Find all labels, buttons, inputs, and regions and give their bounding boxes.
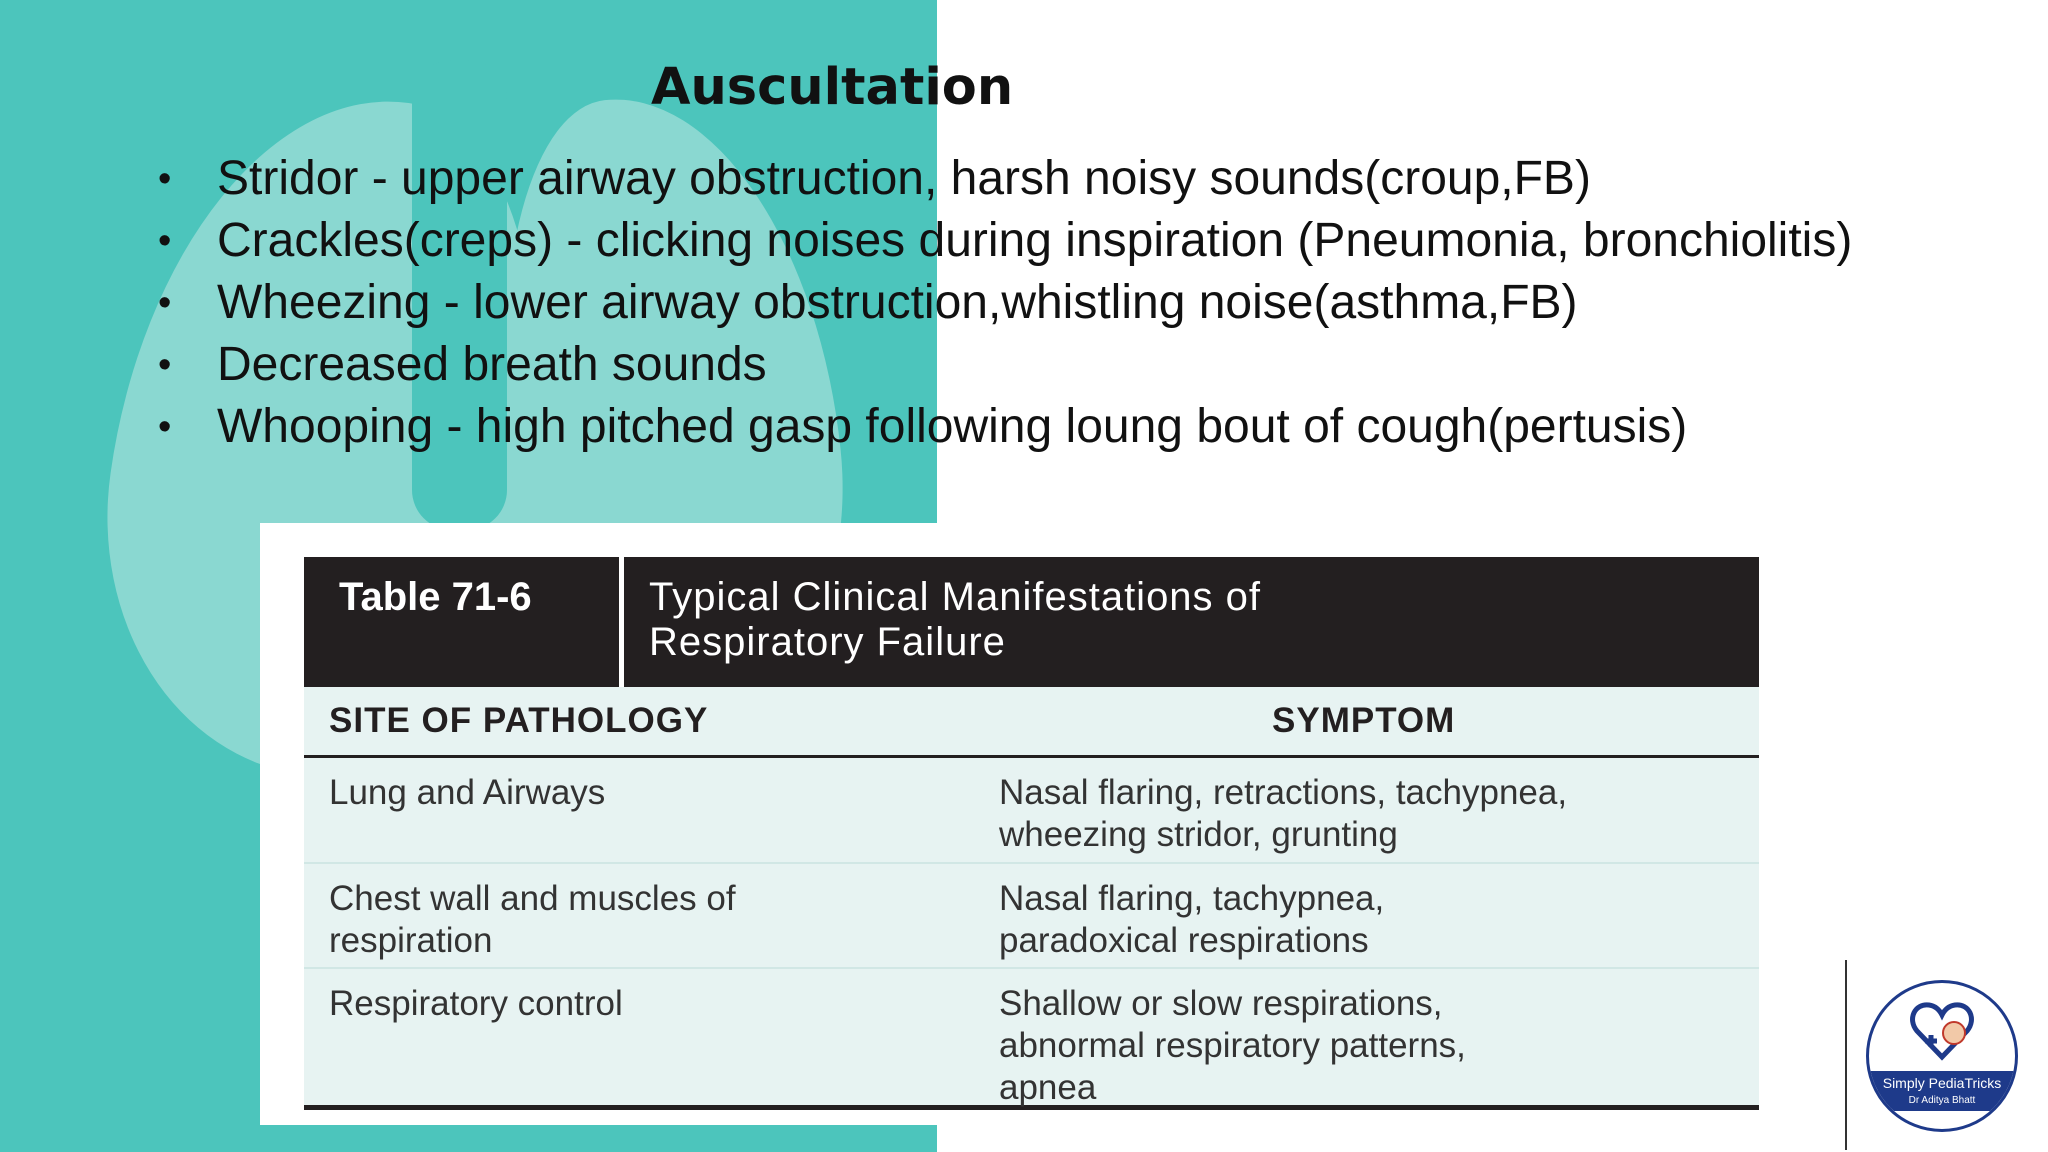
table-row xyxy=(304,758,1759,864)
bullet-item xyxy=(158,334,2038,396)
bullet-text: Decreased breath sounds xyxy=(217,338,767,391)
logo-author: Dr Aditya Bhatt xyxy=(1908,1095,1976,1106)
simply-pediatricks-logo xyxy=(1866,980,2018,1132)
table-cell-site: Lung and Airways xyxy=(329,773,606,812)
bullet-list xyxy=(158,148,2038,458)
slide-title: Auscultation xyxy=(651,58,1014,117)
bullet-dot: • xyxy=(158,282,172,324)
logo-band xyxy=(1869,1071,2015,1111)
table-row xyxy=(304,969,1759,1105)
column-header-site: SITE OF PATHOLOGY xyxy=(329,701,709,740)
bullet-dot: • xyxy=(158,220,172,262)
bullet-item xyxy=(158,396,2038,458)
table-cell-site: Respiratory control xyxy=(329,984,623,1023)
bullet-item xyxy=(158,148,2038,210)
table-cell-symptom: Nasal flaring, tachypnea, paradoxical respirations xyxy=(999,879,1385,960)
bullet-item xyxy=(158,210,2038,272)
bullet-dot: • xyxy=(158,344,172,386)
table-title: Typical Clinical Manifestations of Respiratory Failure xyxy=(649,575,1262,664)
table-cell-site: Chest wall and muscles of respiration xyxy=(329,879,736,960)
clinical-table xyxy=(304,687,1759,1110)
bullet-text: Stridor - upper airway obstruction, harsh noisy sounds(croup,FB) xyxy=(217,152,1591,205)
table-column-headers xyxy=(304,687,1759,758)
logo-divider xyxy=(1845,960,1847,1150)
bullet-text: Crackles(creps) - clicking noises during inspiration (Pneumonia, bronchiolitis) xyxy=(217,214,1853,267)
table-cell-symptom: Nasal flaring, retractions, tachypnea, wheezing stridor, grunting xyxy=(999,773,1568,854)
bullet-text: Wheezing - lower airway obstruction,whistling noise(asthma,FB) xyxy=(217,276,1578,329)
table-header-bar xyxy=(304,557,1759,687)
heart-stethoscope-icon xyxy=(1907,997,1977,1067)
bullet-text: Whooping - high pitched gasp following loung bout of cough(pertusis) xyxy=(217,400,1688,453)
table-number: Table 71-6 xyxy=(304,557,624,687)
table-row xyxy=(304,864,1759,969)
bullet-item xyxy=(158,272,2038,334)
logo-name: Simply PediaTricks xyxy=(1882,1075,2002,1091)
table-cell-symptom: Shallow or slow respirations, abnormal respiratory patterns, apnea xyxy=(999,984,1466,1107)
bullet-dot: • xyxy=(158,158,172,200)
bullet-dot: • xyxy=(158,406,172,448)
column-header-symptom: SYMPTOM xyxy=(1272,701,1456,740)
